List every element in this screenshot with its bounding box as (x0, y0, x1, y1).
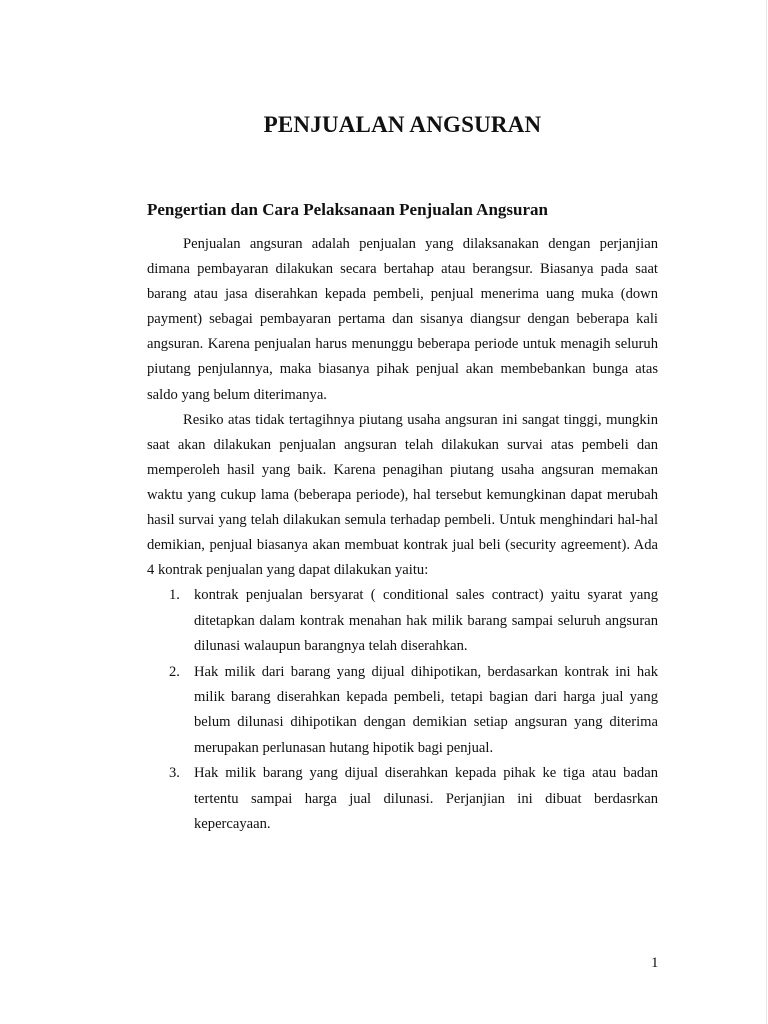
list-item-text: Hak milik barang yang dijual diserahkan kepada pihak ke tiga atau badan tertentu sampai harga jual dilunasi. Perjanjian ini dibuat berdasrkan kepercayaan. (194, 765, 658, 832)
document-title: PENJUALAN ANGSURAN (263, 112, 542, 137)
page-number: 1 (651, 955, 659, 971)
list-item-number: 2. (169, 663, 180, 680)
document-body (147, 112, 658, 832)
body-text (147, 232, 658, 837)
contract-list (147, 583, 658, 837)
list-item (147, 583, 658, 659)
paragraph-definition: Penjualan angsuran adalah penjualan yang dilaksanakan dengan perjanjian dimana pembayaran dilakukan secara bertahap atau berangsur. Biasanya pada saat barang atau jasa diserahkan kepada pembeli, penjual menerima uang muka (down payment) sebagai pembayaran pertama dan sisanya diangsur dengan beberapa kali angsuran. Karena penjualan harus menunggu beberapa periode untuk menagih seluruh piutang penjulannya, maka biasanya pihak penjual akan membebankan bunga atas saldo yang belum diterimanya. (147, 236, 658, 403)
paragraph-risk: Resiko atas tidak tertagihnya piutang usaha angsuran ini sangat tinggi, mungkin saat akan dilakukan penjualan angsuran telah dilakukan survai atas pembeli dan memperoleh hasil yang baik. Karena penagihan piutang usaha angsuran memakan waktu yang cukup lama (beberapa periode), hal tersebut kemungkinan dapat merubah hasil survai yang telah dilakukan semula terhadap pembeli. Untuk menghindari hal-hal demikian, penjual biasanya akan membuat kontrak jual beli (security agreement). Ada 4 kontrak penjualan yang dapat dilakukan yaitu: (147, 411, 658, 579)
list-item (147, 761, 658, 837)
list-item (147, 660, 658, 762)
list-item-number: 1. (169, 587, 180, 604)
section-heading: Pengertian dan Cara Pelaksanaan Penjualan Angsuran (147, 200, 548, 219)
list-item-text: Hak milik dari barang yang dijual dihipotikan, berdasarkan kontrak ini hak milik barang diserahkan kepada pembeli, tetapi bagian dari harga jual yang belum dilunasi dihipotikan dengan demikian setiap angsuran yang diterima merupakan perlunasan hutang hipotik bagi penjual. (194, 663, 658, 756)
list-item-text: kontrak penjualan bersyarat ( conditional sales contract) yaitu syarat yang ditetapkan dalam kontrak menahan hak milik barang sampai seluruh angsuran dilunasi walaupun barangnya telah diserahkan. (194, 587, 658, 655)
list-item-number: 3. (169, 765, 180, 782)
